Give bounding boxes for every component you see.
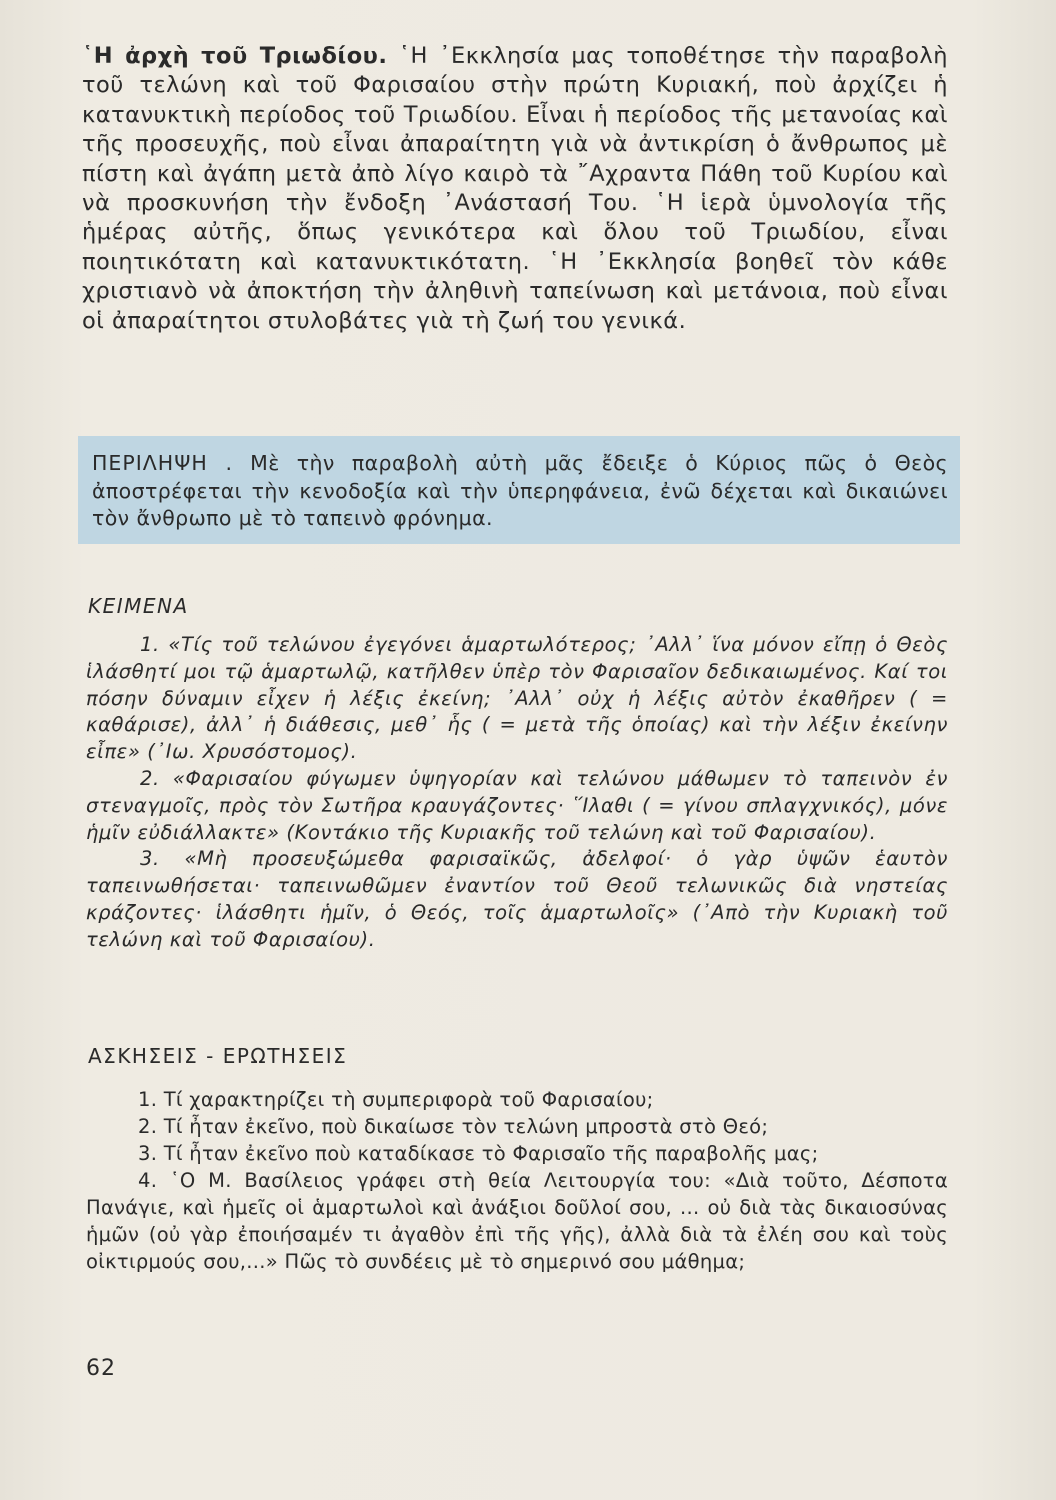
texts-section xyxy=(86,632,948,954)
intro-text: ῾Η ᾿Εκκλησία μας τοποθέτησε τὴν παραβολὴ τοῦ τελώνη καὶ τοῦ Φαρισαίου στὴν πρώτη Κυριακή, ποὺ ἀρχίζει ἡ κατανυκτικὴ περίοδος τοῦ Τριωδίου. Εἶναι ἡ περίοδος τῆς μετανοίας καὶ τῆς προσευχῆς, ποὺ εἶναι ἀπαραίτητη γιὰ νὰ ἀντικρίση ὁ ἄνθρωπος μὲ πίστη καὶ ἀγάπη μετὰ ἀπὸ λίγο καιρὸ τὰ ῎Αχραντα Πάθη τοῦ Κυρίου καὶ νὰ προσκυνήση τὴν ἔνδοξη ᾿Ανάστασή Του. ῾Η ἱερὰ ὑμνολογία τῆς ἡμέρας αὐτῆς, ὅπως γενικότερα καὶ ὅλου τοῦ Τριωδίου, εἶναι ποιητικότατη καὶ κατανυκτικότατη. ῾Η ᾿Εκκλησία βοηθεῖ τὸν κάθε χριστιανὸ νὰ ἀποκτήση τὴν ἀληθινὴ ταπείνωση καὶ μετάνοια, ποὺ εἶναι οἱ ἀπαραίτητοι στυλοβάτες γιὰ τὴ ζωή του γενικά. xyxy=(82,43,948,334)
exercise-item: 4. ῾Ο Μ. Βασίλειος γράφει στὴ θεία Λειτουργία του: «Διὰ τοῦτο, Δέσποτα Πανάγιε, καὶ ἡμεῖς οἱ ἁμαρτωλοὶ καὶ ἀνάξιοι δοῦλοί σου, ... οὐ διὰ τὰς δικαιοσύνας ἡμῶν (οὐ γὰρ ἐποιήσαμέν τι ἀγαθὸν ἐπὶ τῆς γῆς), ἀλλὰ διὰ τὰ ἐλέη σου καὶ τοὺς οἰκτιρμούς σου,...» Πῶς τὸ συνδέεις μὲ τὸ σημερινό σου μάθημα; xyxy=(86,1169,948,1273)
summary-text: Μὲ τὴν παραβολὴ αὐτὴ μᾶς ἔδειξε ὁ Κύριος πῶς ὁ Θεὸς ἀποστρέφεται τὴν κενοδοξία καὶ τὴν ὑπερηφάνεια, ἐνῶ δέχεται καὶ δικαιώνει τὸν ἄνθρωπο μὲ τὸ ταπεινὸ φρόνημα. xyxy=(92,451,948,530)
text-item: 2. «Φαρισαίου φύγωμεν ὑψηγορίαν καὶ τελώνου μάθωμεν τὸ ταπεινὸν ἐν στεναγμοῖς, πρὸς τὸν Σωτῆρα κραυγάζοντες· ῞Ιλαθι ( = γίνου σπλαγχνικός), μόνε ἡμῖν εὐδιάλλακτε» (Κοντάκιο τῆς Κυριακῆς τοῦ τελώνη καὶ τοῦ Φαρισαίου). xyxy=(86,766,948,844)
text-item: 3. «Μὴ προσευξώμεθα φαρισαϊκῶς, ἀδελφοί· ὁ γὰρ ὑψῶν ἑαυτὸν ταπεινωθήσεται· ταπεινωθῶμεν ἐναντίον τοῦ Θεοῦ τελωνικῶς διὰ νηστείας κράζοντες· ἱλάσθητι ἡμῖν, ὁ Θεός, τοῖς ἁμαρτωλοῖς» (᾿Απὸ τὴν Κυριακὴ τοῦ τελώνη καὶ τοῦ Φαρισαίου). xyxy=(86,847,948,951)
exercise-item: 2. Τί ἦταν ἐκεῖνο, ποὺ δικαίωσε τὸν τελώνη μπροστὰ στὸ Θεό; xyxy=(138,1115,769,1138)
exercises-heading: ΑΣΚΗΣΕΙΣ - ΕΡΩΤΗΣΕΙΣ xyxy=(88,1044,348,1068)
summary-paragraph xyxy=(78,436,960,533)
exercise-item: 3. Τί ἦταν ἐκεῖνο ποὺ καταδίκασε τὸ Φαρισαῖο τῆς παραβολῆς μας; xyxy=(138,1142,819,1165)
intro-lead: ῾Η ἀρχὴ τοῦ Τριωδίου. xyxy=(82,43,388,69)
text-item: 1. «Τίς τοῦ τελώνου ἐγεγόνει ἁμαρτωλότερος; ᾿Αλλ᾿ ἵνα μόνον εἴπῃ ὁ Θεὸς ἱλάσθητί μοι τῷ ἁμαρτωλῷ, κατῆλθεν ὑπὲρ τὸν Φαρισαῖον δεδικαιωμένος. Καί τοι πόσην δύναμιν εἶχεν ἡ λέξις ἐκείνη; ᾿Αλλ᾿ οὐχ ἡ λέξις αὐτὸν ἐκαθῆρεν ( = καθάρισε), ἀλλ᾿ ἡ διάθεσις, μεθ᾿ ἧς ( = μετὰ τῆς ὁποίας) καὶ τὴν λέξιν ἐκείνην εἶπε» (᾿Ιω. Χρυσόστομος). xyxy=(86,633,948,764)
exercises-section xyxy=(86,1086,948,1275)
summary-box xyxy=(78,436,960,544)
intro-paragraph xyxy=(82,42,948,336)
texts-heading: ΚΕΙΜΕΝΑ xyxy=(88,594,189,618)
page-number: 62 xyxy=(86,1356,116,1381)
summary-label: ΠΕΡΙΛΗΨΗ . xyxy=(92,451,233,475)
exercise-item: 1. Τί χαρακτηρίζει τὴ συμπεριφορὰ τοῦ Φαρισαίου; xyxy=(138,1088,654,1111)
